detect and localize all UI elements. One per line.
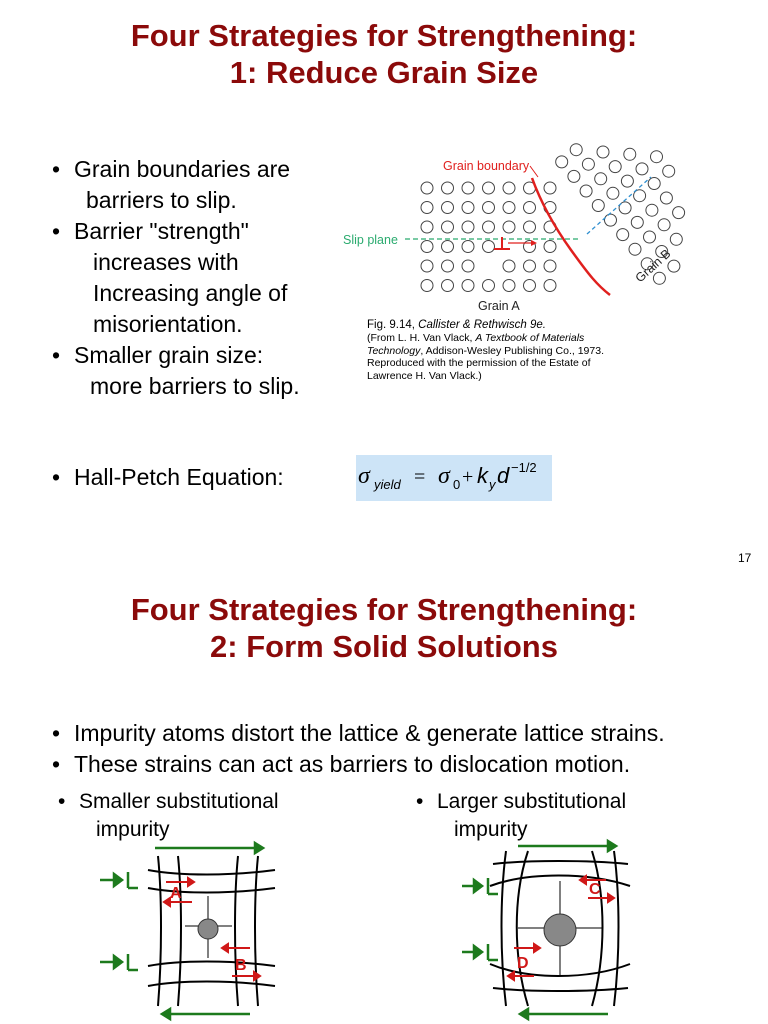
- bullet-text: more barriers to slip.: [90, 373, 300, 399]
- atom-circle: [462, 241, 474, 253]
- grain-boundary-figure: [335, 140, 695, 315]
- slide2-bullet-1: [50, 718, 760, 749]
- atom-circle: [544, 260, 556, 272]
- atom-circle: [670, 233, 682, 245]
- atom-circle: [568, 170, 580, 182]
- atom-circle: [663, 165, 675, 177]
- caption-text: Technology: [367, 344, 421, 357]
- atom-circle: [651, 151, 663, 163]
- slide2-bullet-2: [50, 749, 760, 780]
- grain-a-label: Grain A: [478, 299, 520, 313]
- atom-circle: [636, 163, 648, 175]
- hall-petch-bullet-list: [50, 462, 350, 493]
- hall-petch-bullet: [50, 462, 350, 493]
- grain-boundary-leader: [530, 166, 538, 177]
- atom-circle: [462, 202, 474, 214]
- page-number: 17: [738, 551, 752, 565]
- small-impurity-atom: [198, 919, 218, 939]
- atom-circle: [421, 260, 433, 272]
- atom-circle: [624, 148, 636, 160]
- caption-text: , Addison-Wesley Publishing Co., 1973.: [420, 344, 604, 357]
- larger-impurity-line1: Larger substitutional: [437, 790, 627, 813]
- atom-circle: [483, 182, 495, 194]
- hall-petch-equation: [356, 455, 552, 501]
- label-d: D: [517, 955, 529, 972]
- atom-circle: [648, 178, 660, 190]
- slide2-title: [0, 591, 768, 665]
- atom-circle: [544, 241, 556, 253]
- atom-circle: [503, 221, 515, 233]
- atom-circle: [442, 202, 454, 214]
- atom-circle: [503, 182, 515, 194]
- atom-circle: [483, 221, 495, 233]
- atom-circle: [617, 229, 629, 241]
- atom-circle: [524, 221, 536, 233]
- slide1-title: [0, 17, 768, 91]
- atom-circle: [621, 175, 633, 187]
- atom-circle: [607, 187, 619, 199]
- label-a: A: [170, 885, 182, 902]
- atom-circle: [544, 182, 556, 194]
- bullet-text: • Grain boundaries are: [74, 156, 291, 182]
- atom-circle: [544, 280, 556, 292]
- bullet-text: Impurity atoms distort the lattice & generate lattice strains.: [74, 720, 665, 746]
- larger-impurity-item: • Larger substitutional impurity: [416, 788, 716, 844]
- caption-text: Fig. 9.14,: [367, 319, 419, 331]
- atom-circle: [442, 241, 454, 253]
- atom-circle: [609, 161, 621, 173]
- atom-circle: [421, 241, 433, 253]
- grain-b-label: Grain B: [632, 246, 674, 286]
- bullet-text: barriers to slip.: [86, 187, 237, 213]
- slide1-bullet-list: [50, 154, 350, 402]
- bullet-text: • Barrier "strength": [74, 218, 249, 244]
- atom-circle: [442, 280, 454, 292]
- equation-d: d: [497, 463, 510, 488]
- atom-circle: [421, 280, 433, 292]
- slide1-bullet-1: [50, 154, 350, 216]
- caption-text: Reproduced with the permission of the Estate of: [367, 357, 591, 369]
- atom-circle: [421, 202, 433, 214]
- atom-circle: [421, 182, 433, 194]
- arrow-icon: [462, 841, 616, 1019]
- atom-circle: [442, 260, 454, 272]
- equation-sigma0: σ: [438, 463, 450, 489]
- slide1-title-line1: Four Strategies for Strengthening:: [130, 18, 638, 53]
- equation-exponent: −1/2: [511, 460, 537, 475]
- label-c: C: [589, 881, 601, 898]
- bullet-text: • Smaller grain size:: [74, 342, 264, 368]
- atom-circle: [462, 182, 474, 194]
- larger-impurity-lattice-diagram: [458, 836, 658, 1022]
- atom-circle: [592, 200, 604, 212]
- figure-caption: [367, 318, 667, 382]
- atom-circle: [595, 173, 607, 185]
- grain-boundary-label: Grain boundary: [443, 159, 530, 173]
- equation-yield-sub: yield: [374, 477, 401, 492]
- smaller-impurity-line2: impurity: [96, 818, 170, 841]
- caption-text: Callister & Rethwisch 9e.: [418, 319, 546, 331]
- smaller-impurity-lattice-diagram: [100, 836, 300, 1022]
- atom-circle: [629, 243, 641, 255]
- atom-circle: [673, 207, 685, 219]
- grain-boundary-line: [532, 178, 610, 295]
- equation-k: k: [477, 463, 488, 488]
- atom-circle: [442, 221, 454, 233]
- slip-arrow-head: [531, 240, 537, 246]
- atom-circle: [483, 241, 495, 253]
- atom-circle: [668, 260, 680, 272]
- caption-text: A Textbook of Materials: [475, 332, 585, 344]
- caption-text: (From L. H. Van Vlack,: [367, 332, 476, 344]
- atom-circle: [524, 260, 536, 272]
- slide2-title-line2: 2: Form Solid Solutions: [210, 629, 558, 664]
- grain-a-atoms: [421, 182, 556, 292]
- bullet-text: increases with: [93, 249, 239, 275]
- atom-circle: [462, 260, 474, 272]
- atom-circle: [483, 280, 495, 292]
- atom-circle: [462, 280, 474, 292]
- atom-circle: [644, 231, 656, 243]
- equation-sigma: σ: [358, 463, 370, 489]
- atom-circle: [442, 182, 454, 194]
- atom-circle: [421, 221, 433, 233]
- atom-circle: [503, 280, 515, 292]
- smaller-impurity-line1: Smaller substitutional: [79, 790, 279, 813]
- atom-circle: [605, 214, 617, 226]
- atom-circle: [646, 204, 658, 216]
- blue-dashed-line: [587, 177, 651, 234]
- atom-circle: [462, 221, 474, 233]
- equation-zero-sub: 0: [453, 477, 461, 492]
- slide1-title-line2: 1: Reduce Grain Size: [229, 55, 539, 90]
- bullet-text: Increasing angle of: [93, 280, 288, 306]
- smaller-impurity-item: • Smaller substitutional impurity: [58, 788, 358, 844]
- atom-circle: [582, 158, 594, 170]
- atom-circle: [658, 219, 670, 231]
- slip-plane-label: Slip plane: [343, 233, 398, 247]
- bullet-text: These strains can act as barriers to dislocation motion.: [74, 751, 631, 777]
- label-b: B: [235, 957, 247, 974]
- slide1-bullet-3: [50, 340, 350, 402]
- slide1-bullet-2: [50, 216, 350, 340]
- atom-circle: [570, 144, 582, 156]
- atom-circle: [580, 185, 592, 197]
- atom-circle: [556, 156, 568, 168]
- hall-petch-label: Hall-Petch Equation:: [74, 464, 284, 490]
- atom-circle: [483, 202, 495, 214]
- equation-plus: +: [462, 466, 474, 488]
- hall-petch-equation-box: [356, 455, 552, 501]
- atom-circle: [653, 272, 665, 284]
- atom-circle: [524, 280, 536, 292]
- larger-impurity-line2: impurity: [454, 818, 528, 841]
- slide2-title-line1: Four Strategies for Strengthening:: [130, 592, 638, 627]
- caption-text: Lawrence H. Van Vlack.): [367, 369, 482, 382]
- slide2-bullet-list: [50, 718, 760, 780]
- atom-circle: [503, 260, 515, 272]
- bullet-text: misorientation.: [93, 311, 243, 337]
- atom-circle: [597, 146, 609, 158]
- atom-circle: [524, 202, 536, 214]
- equation-y-sub: y: [489, 477, 496, 492]
- atom-circle: [660, 192, 672, 204]
- atom-circle: [631, 216, 643, 228]
- equation-equals: =: [414, 466, 426, 488]
- large-impurity-atom: [544, 914, 576, 946]
- atom-circle: [503, 202, 515, 214]
